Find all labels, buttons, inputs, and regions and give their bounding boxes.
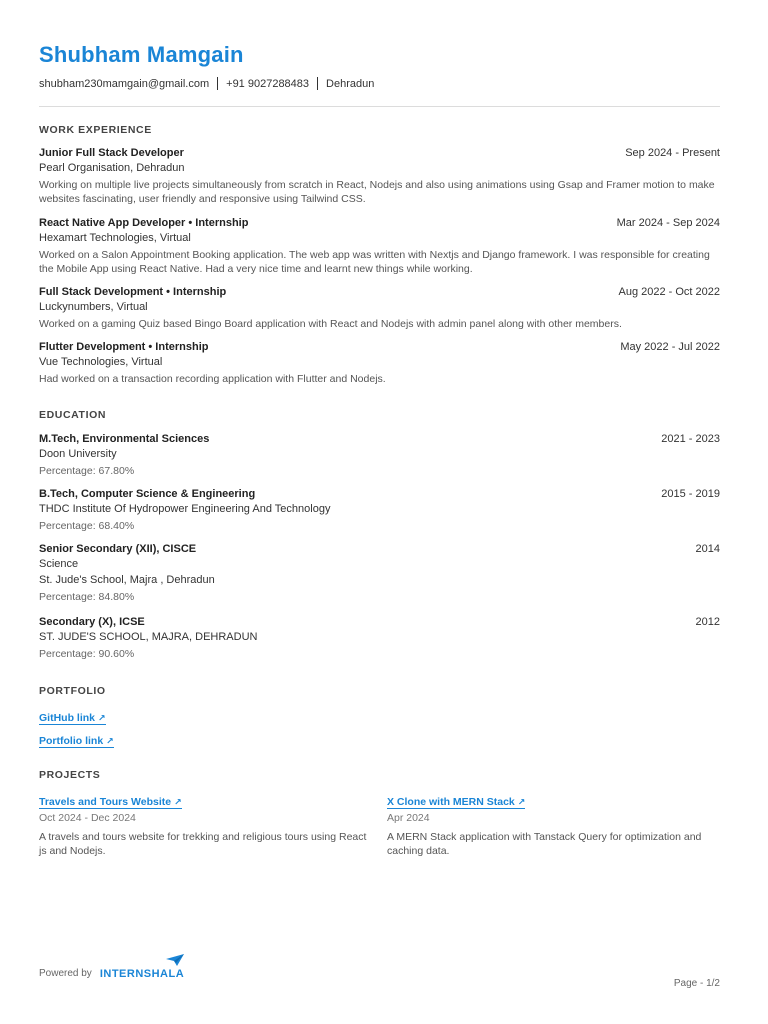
portfolio-item [39, 708, 720, 726]
project-description: A travels and tours website for trekking and religious tours using React js and Nodejs. [39, 831, 367, 857]
work-entry [39, 147, 720, 206]
institution: St. Jude's School, Majra , Dehradun [39, 574, 215, 586]
work-entry [39, 217, 720, 276]
degree-title: B.Tech, Computer Science & Engineering [39, 488, 256, 500]
education-entry [39, 616, 720, 660]
location-text: Dehradun [326, 77, 375, 90]
degree-title: M.Tech, Environmental Sciences [39, 433, 210, 445]
degree-date: 2012 [695, 616, 720, 628]
percentage: Percentage: 84.80% [39, 591, 135, 603]
job-description: Working on multiple live projects simultaneously from scratch in React, Nodejs and also using animations using Gsap and Framer motion to make websites fascinating, user friendly and responsive using Tailwind CSS. [39, 179, 715, 205]
job-title: React Native App Developer • Internship [39, 217, 249, 229]
work-entry [39, 341, 720, 386]
project-card [387, 792, 717, 858]
job-title: Full Stack Development • Internship [39, 286, 227, 298]
job-date: Aug 2022 - Oct 2022 [618, 286, 720, 298]
job-org: Vue Technologies, Virtual [39, 356, 163, 368]
external-link-icon: ↗ [98, 713, 106, 723]
job-description: Had worked on a transaction recording application with Flutter and Nodejs. [39, 373, 386, 385]
contact-divider [317, 77, 318, 90]
project-link[interactable]: Travels and Tours Website ↗ [39, 796, 182, 808]
education-entry [39, 543, 720, 603]
job-org: Hexamart Technologies, Virtual [39, 232, 191, 244]
percentage: Percentage: 67.80% [39, 465, 135, 477]
header-divider [39, 106, 720, 107]
phone-text: +91 9027288483 [226, 77, 310, 90]
projects-heading: PROJECTS [39, 769, 101, 781]
portfolio-link[interactable]: Portfolio link ↗ [39, 735, 114, 747]
external-link-icon: ↗ [174, 797, 182, 807]
job-description: Worked on a gaming Quiz based Bingo Board application with React and Nodejs with admin panel along with other members. [39, 318, 622, 330]
work-experience-heading: WORK EXPERIENCE [39, 124, 152, 136]
resume-page [39, 0, 720, 1024]
contact-line [39, 77, 374, 90]
job-date: Sep 2024 - Present [625, 147, 720, 159]
education-entry [39, 433, 720, 477]
project-link[interactable]: X Clone with MERN Stack ↗ [387, 796, 526, 808]
contact-divider [217, 77, 218, 90]
footer-branding [39, 968, 184, 980]
job-org: Luckynumbers, Virtual [39, 301, 148, 313]
percentage: Percentage: 90.60% [39, 648, 135, 660]
paper-plane-icon [166, 954, 184, 966]
job-description: Worked on a Salon Appointment Booking application. The web app was written with Nextjs and Django framework. I was responsible for creating the Mobile App using React Native. Had a very nice time and learnt new things while working. [39, 249, 710, 275]
project-date: Apr 2024 [387, 812, 430, 824]
degree-date: 2021 - 2023 [661, 433, 720, 445]
internshala-logo: INTERNSHALA [100, 968, 184, 980]
page-number: Page - 1/2 [673, 978, 720, 989]
email-text[interactable]: shubham230mamgain@gmail.com [39, 77, 210, 90]
institution: THDC Institute Of Hydropower Engineering And Technology [39, 503, 331, 515]
job-org: Pearl Organisation, Dehradun [39, 162, 185, 174]
project-card [39, 792, 369, 858]
percentage: Percentage: 68.40% [39, 520, 135, 532]
project-date: Oct 2024 - Dec 2024 [39, 812, 136, 824]
work-entry [39, 286, 720, 331]
institution: Doon University [39, 448, 117, 460]
education-heading: EDUCATION [39, 409, 107, 421]
stream: Science [39, 558, 79, 570]
education-entry [39, 488, 720, 532]
degree-title: Senior Secondary (XII), CISCE [39, 543, 197, 555]
external-link-icon: ↗ [106, 736, 114, 746]
portfolio-heading: PORTFOLIO [39, 685, 106, 697]
github-link[interactable]: GitHub link ↗ [39, 712, 106, 724]
candidate-name: Shubham Mamgain [39, 42, 244, 67]
external-link-icon: ↗ [517, 797, 526, 807]
job-title: Junior Full Stack Developer [39, 147, 184, 159]
job-title: Flutter Development • Internship [39, 341, 209, 353]
job-date: May 2022 - Jul 2022 [620, 341, 720, 353]
degree-date: 2014 [695, 543, 720, 555]
job-date: Mar 2024 - Sep 2024 [616, 217, 720, 229]
powered-by-text: Powered by [39, 968, 92, 979]
portfolio-item [39, 731, 720, 749]
institution: ST. JUDE'S SCHOOL, MAJRA, DEHRADUN [39, 631, 258, 643]
degree-title: Secondary (X), ICSE [39, 616, 145, 628]
degree-date: 2015 - 2019 [661, 488, 720, 500]
project-description: A MERN Stack application with Tanstack Query for optimization and caching data. [387, 831, 702, 857]
